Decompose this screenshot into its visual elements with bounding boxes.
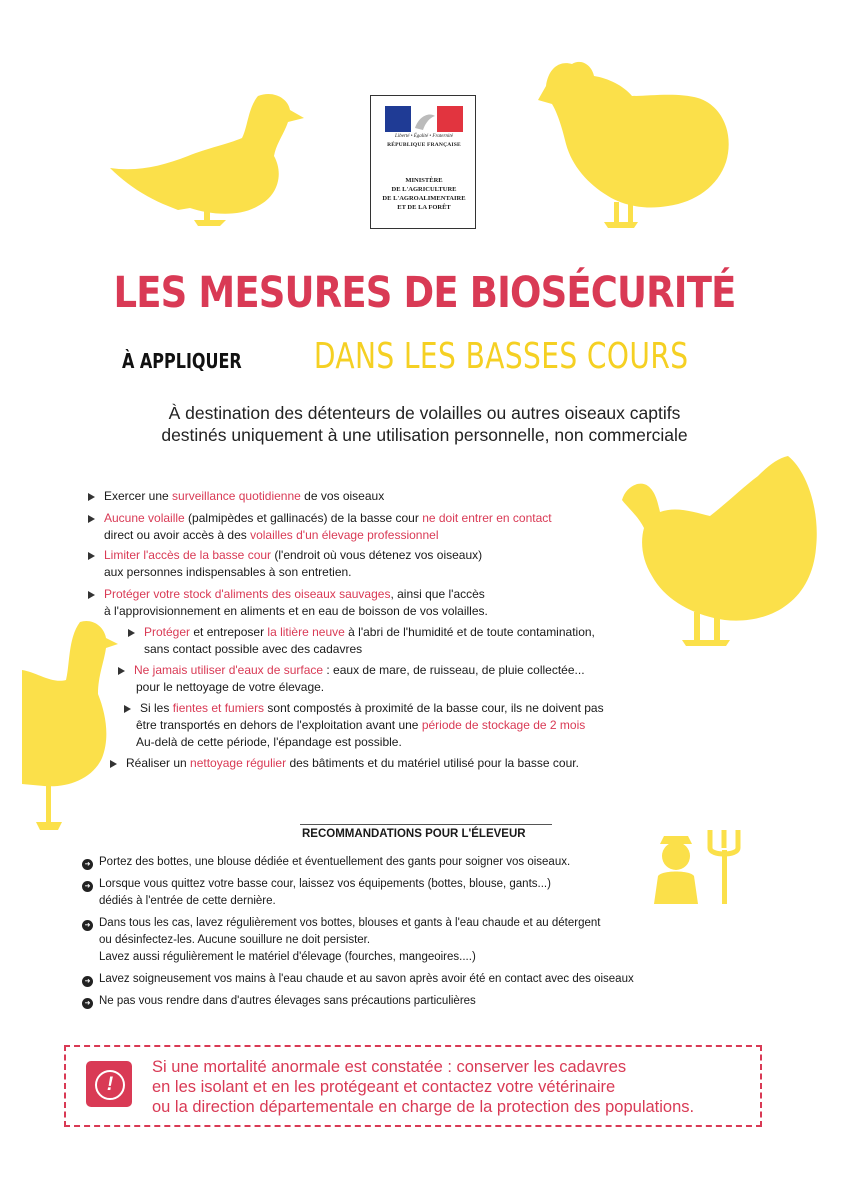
list-item: Lavez aussi régulièrement le matériel d'élevage (fourches, mangeoires....) bbox=[99, 951, 476, 963]
list-item bbox=[104, 603, 488, 620]
triangle-bullet-icon bbox=[128, 629, 135, 637]
logo-republic: RÉPUBLIQUE FRANÇAISE bbox=[387, 142, 461, 148]
hen-silhouette-icon bbox=[528, 56, 738, 236]
text-segment: Si les bbox=[140, 701, 173, 715]
recommendations-title: RECOMMANDATIONS POUR L'ÉLEVEUR bbox=[302, 828, 526, 840]
text-segment: Au-delà de cette période, l'épandage est possible. bbox=[136, 735, 402, 749]
highlighted-text: fientes et fumiers bbox=[172, 701, 265, 715]
highlighted-text: surveillance quotidienne bbox=[172, 489, 301, 503]
text-segment: : eaux de mare, de ruisseau, de pluie collectée... bbox=[323, 663, 585, 677]
highlighted-text: Aucune volaille bbox=[104, 511, 185, 525]
guineafowl-silhouette-icon bbox=[22, 618, 126, 838]
highlighted-text: la litière neuve bbox=[267, 625, 345, 639]
ministry-logo bbox=[370, 95, 476, 229]
list-item bbox=[118, 662, 585, 679]
list-item bbox=[128, 624, 595, 641]
list-item bbox=[110, 755, 579, 772]
list-item bbox=[88, 488, 384, 505]
duck-silhouette-icon bbox=[108, 86, 308, 228]
triangle-bullet-icon bbox=[88, 552, 95, 560]
highlighted-text: Protéger votre stock d'aliments des oiseaux sauvages bbox=[104, 587, 391, 601]
text-segment: à l'abri de l'humidité et de toute contamination, bbox=[344, 625, 595, 639]
list-item bbox=[136, 679, 324, 696]
text-segment: Réaliser un bbox=[126, 756, 191, 770]
triangle-bullet-icon bbox=[124, 705, 131, 713]
list-item: ➜ Lorsque vous quittez votre basse cour, laissez vos équipements (bottes, blouse, gants...) bbox=[82, 876, 551, 892]
list-item: ➜ Lavez soigneusement vos mains à l'eau chaude et au savon après avoir été en contact avec des oiseaux bbox=[82, 971, 634, 987]
text-segment: (l'endroit où vous détenez vos oiseaux) bbox=[271, 548, 483, 562]
list-item bbox=[124, 700, 604, 717]
arrow-circle-icon: ➜ bbox=[82, 998, 93, 1009]
highlighted-text: Limiter l'accès de la basse cour bbox=[104, 548, 272, 562]
text-segment: , ainsi que l'accès bbox=[390, 587, 485, 601]
list-item: dédiés à l'entrée de cette dernière. bbox=[99, 895, 276, 907]
text-segment: des bâtiments et du matériel utilisé pour la basse cour. bbox=[286, 756, 579, 770]
arrow-circle-icon: ➜ bbox=[82, 859, 93, 870]
list-item: ➜ Dans tous les cas, lavez régulièrement vos bottes, blouses et gants à l'eau chaude et au détergent bbox=[82, 915, 600, 931]
page-title: LES MESURES DE BIOSÉCURITÉ bbox=[113, 268, 736, 318]
triangle-bullet-icon bbox=[118, 667, 125, 675]
highlighted-text: nettoyage régulier bbox=[190, 756, 287, 770]
list-item bbox=[88, 510, 552, 527]
text-segment: à l'approvisionnement en aliments et en eau de boisson de vos volailles. bbox=[104, 604, 488, 618]
triangle-bullet-icon bbox=[88, 591, 95, 599]
text-segment: direct ou avoir accès à des bbox=[104, 528, 251, 542]
list-item bbox=[136, 717, 585, 734]
alert-box bbox=[64, 1045, 762, 1127]
triangle-bullet-icon bbox=[88, 515, 95, 523]
triangle-bullet-icon bbox=[110, 760, 117, 768]
logo-ministry-name: MINISTÈRE DE L'AGRICULTURE DE L'AGROALIMENTAIRE ET DE LA FORÊT bbox=[382, 177, 466, 211]
list-item bbox=[88, 586, 485, 603]
text-segment: être transportés en dehors de l'exploitation avant une bbox=[136, 718, 422, 732]
text-segment: sont compostés à proximité de la basse cour, ils ne doivent pas bbox=[264, 701, 604, 715]
arrow-circle-icon: ➜ bbox=[82, 976, 93, 987]
text-segment: aux personnes indispensables à son entretien. bbox=[104, 565, 352, 579]
list-item bbox=[88, 547, 482, 564]
subtitle-part2: DANS LES BASSES COURS bbox=[314, 336, 689, 377]
list-item bbox=[136, 734, 402, 751]
triangle-bullet-icon bbox=[88, 493, 95, 501]
arrow-circle-icon: ➜ bbox=[82, 881, 93, 892]
exclamation-icon: ! bbox=[86, 1061, 132, 1107]
list-item: ➜ Ne pas vous rendre dans d'autres élevages sans précautions particulières bbox=[82, 993, 476, 1009]
highlighted-text: ne doit entrer en contact bbox=[422, 511, 552, 525]
text-segment: sans contact possible avec des cadavres bbox=[144, 642, 363, 656]
text-segment: de vos oiseaux bbox=[300, 489, 385, 503]
recommendations-divider bbox=[300, 824, 552, 825]
highlighted-text: Ne jamais utiliser d'eaux de surface bbox=[134, 663, 324, 677]
text-segment: Exercer une bbox=[104, 489, 173, 503]
arrow-circle-icon: ➜ bbox=[82, 920, 93, 931]
turkey-silhouette-icon bbox=[618, 452, 822, 662]
highlighted-text: Protéger bbox=[144, 625, 191, 639]
page-subtitle bbox=[0, 336, 849, 377]
list-item bbox=[104, 564, 352, 581]
farmer-pitchfork-icon bbox=[648, 826, 752, 904]
list-item bbox=[144, 641, 362, 658]
text-segment: pour le nettoyage de votre élevage. bbox=[136, 680, 325, 694]
intro-text: À destination des détenteurs de volailles ou autres oiseaux captifs destinés uniquement à une utilisation personnelle, non commerciale bbox=[161, 403, 688, 445]
highlighted-text: volailles d'un élevage professionnel bbox=[250, 528, 439, 542]
text-segment: et entreposer bbox=[190, 625, 268, 639]
highlighted-text: période de stockage de 2 mois bbox=[421, 718, 586, 732]
logo-motto: Liberté • Égalité • Fraternité bbox=[395, 134, 453, 139]
list-item bbox=[104, 527, 439, 544]
text-segment: (palmipèdes et gallinacés) de la basse cour bbox=[184, 511, 423, 525]
alert-text: Si une mortalité anormale est constatée : conserver les cadavres en les isolant et en les protégeant et contactez votre vétérinaire ou la direction départementale en charge de la protection des populations. bbox=[152, 1058, 695, 1116]
list-item: ➜ Portez des bottes, une blouse dédiée et éventuellement des gants pour soigner vos oiseaux. bbox=[82, 854, 570, 870]
list-item: ou désinfectez-les. Aucune souillure ne doit persister. bbox=[99, 934, 371, 946]
subtitle-part1: À APPLIQUER bbox=[122, 349, 243, 373]
marianne-flag-icon bbox=[385, 106, 463, 132]
